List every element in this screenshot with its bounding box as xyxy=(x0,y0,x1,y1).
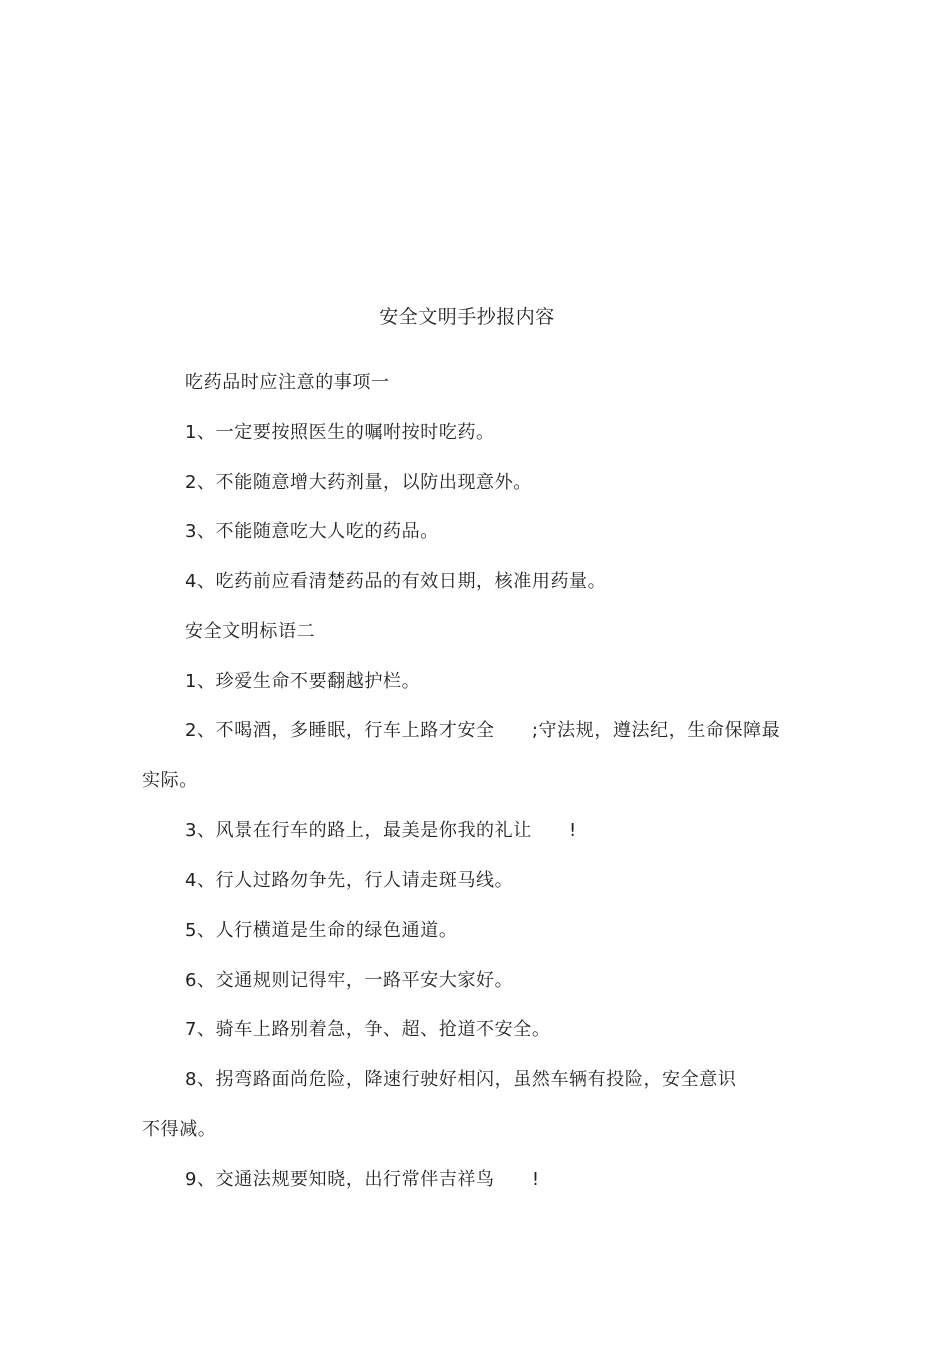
slogan-item-2: 2、不喝酒，多睡眠，行车上路才安全 ;守法规，遵法纪，生命保障最 xyxy=(185,720,781,741)
slogan-item-8-continued: 不得减。 xyxy=(142,1119,217,1140)
slogan-item-2-continued: 实际。 xyxy=(142,770,198,791)
slogan-item-1: 1、珍爱生命不要翻越护栏。 xyxy=(185,671,421,692)
section-heading-slogans: 安全文明标语二 xyxy=(185,621,316,642)
slogan-item-3: 3、风景在行车的路上，最美是你我的礼让 ! xyxy=(185,820,577,841)
slogan-item-8: 8、拐弯路面尚危险，降速行驶好相闪，虽然车辆有投险，安全意识 xyxy=(185,1069,737,1090)
document-title: 安全文明手抄报内容 xyxy=(379,306,555,328)
slogan-item-5: 5、人行横道是生命的绿色通道。 xyxy=(185,920,458,941)
medicine-item-4: 4、吃药前应看清楚药品的有效日期，核准用药量。 xyxy=(185,571,607,592)
section-heading-medicine: 吃药品时应注意的事项一 xyxy=(185,372,390,393)
slogan-item-7: 7、骑车上路别着急，争、超、抢道不安全。 xyxy=(185,1019,551,1040)
slogan-item-6: 6、交通规则记得牢，一路平安大家好。 xyxy=(185,970,514,991)
medicine-item-3: 3、不能随意吃大人吃的药品。 xyxy=(185,521,439,542)
slogan-item-4: 4、行人过路勿争先，行人请走斑马线。 xyxy=(185,870,514,891)
medicine-item-1: 1、一定要按照医生的嘱咐按时吃药。 xyxy=(185,422,495,443)
slogan-item-9: 9、交通法规要知晓，出行常伴吉祥鸟 ! xyxy=(185,1169,540,1190)
medicine-item-2: 2、不能随意增大药剂量，以防出现意外。 xyxy=(185,472,532,493)
